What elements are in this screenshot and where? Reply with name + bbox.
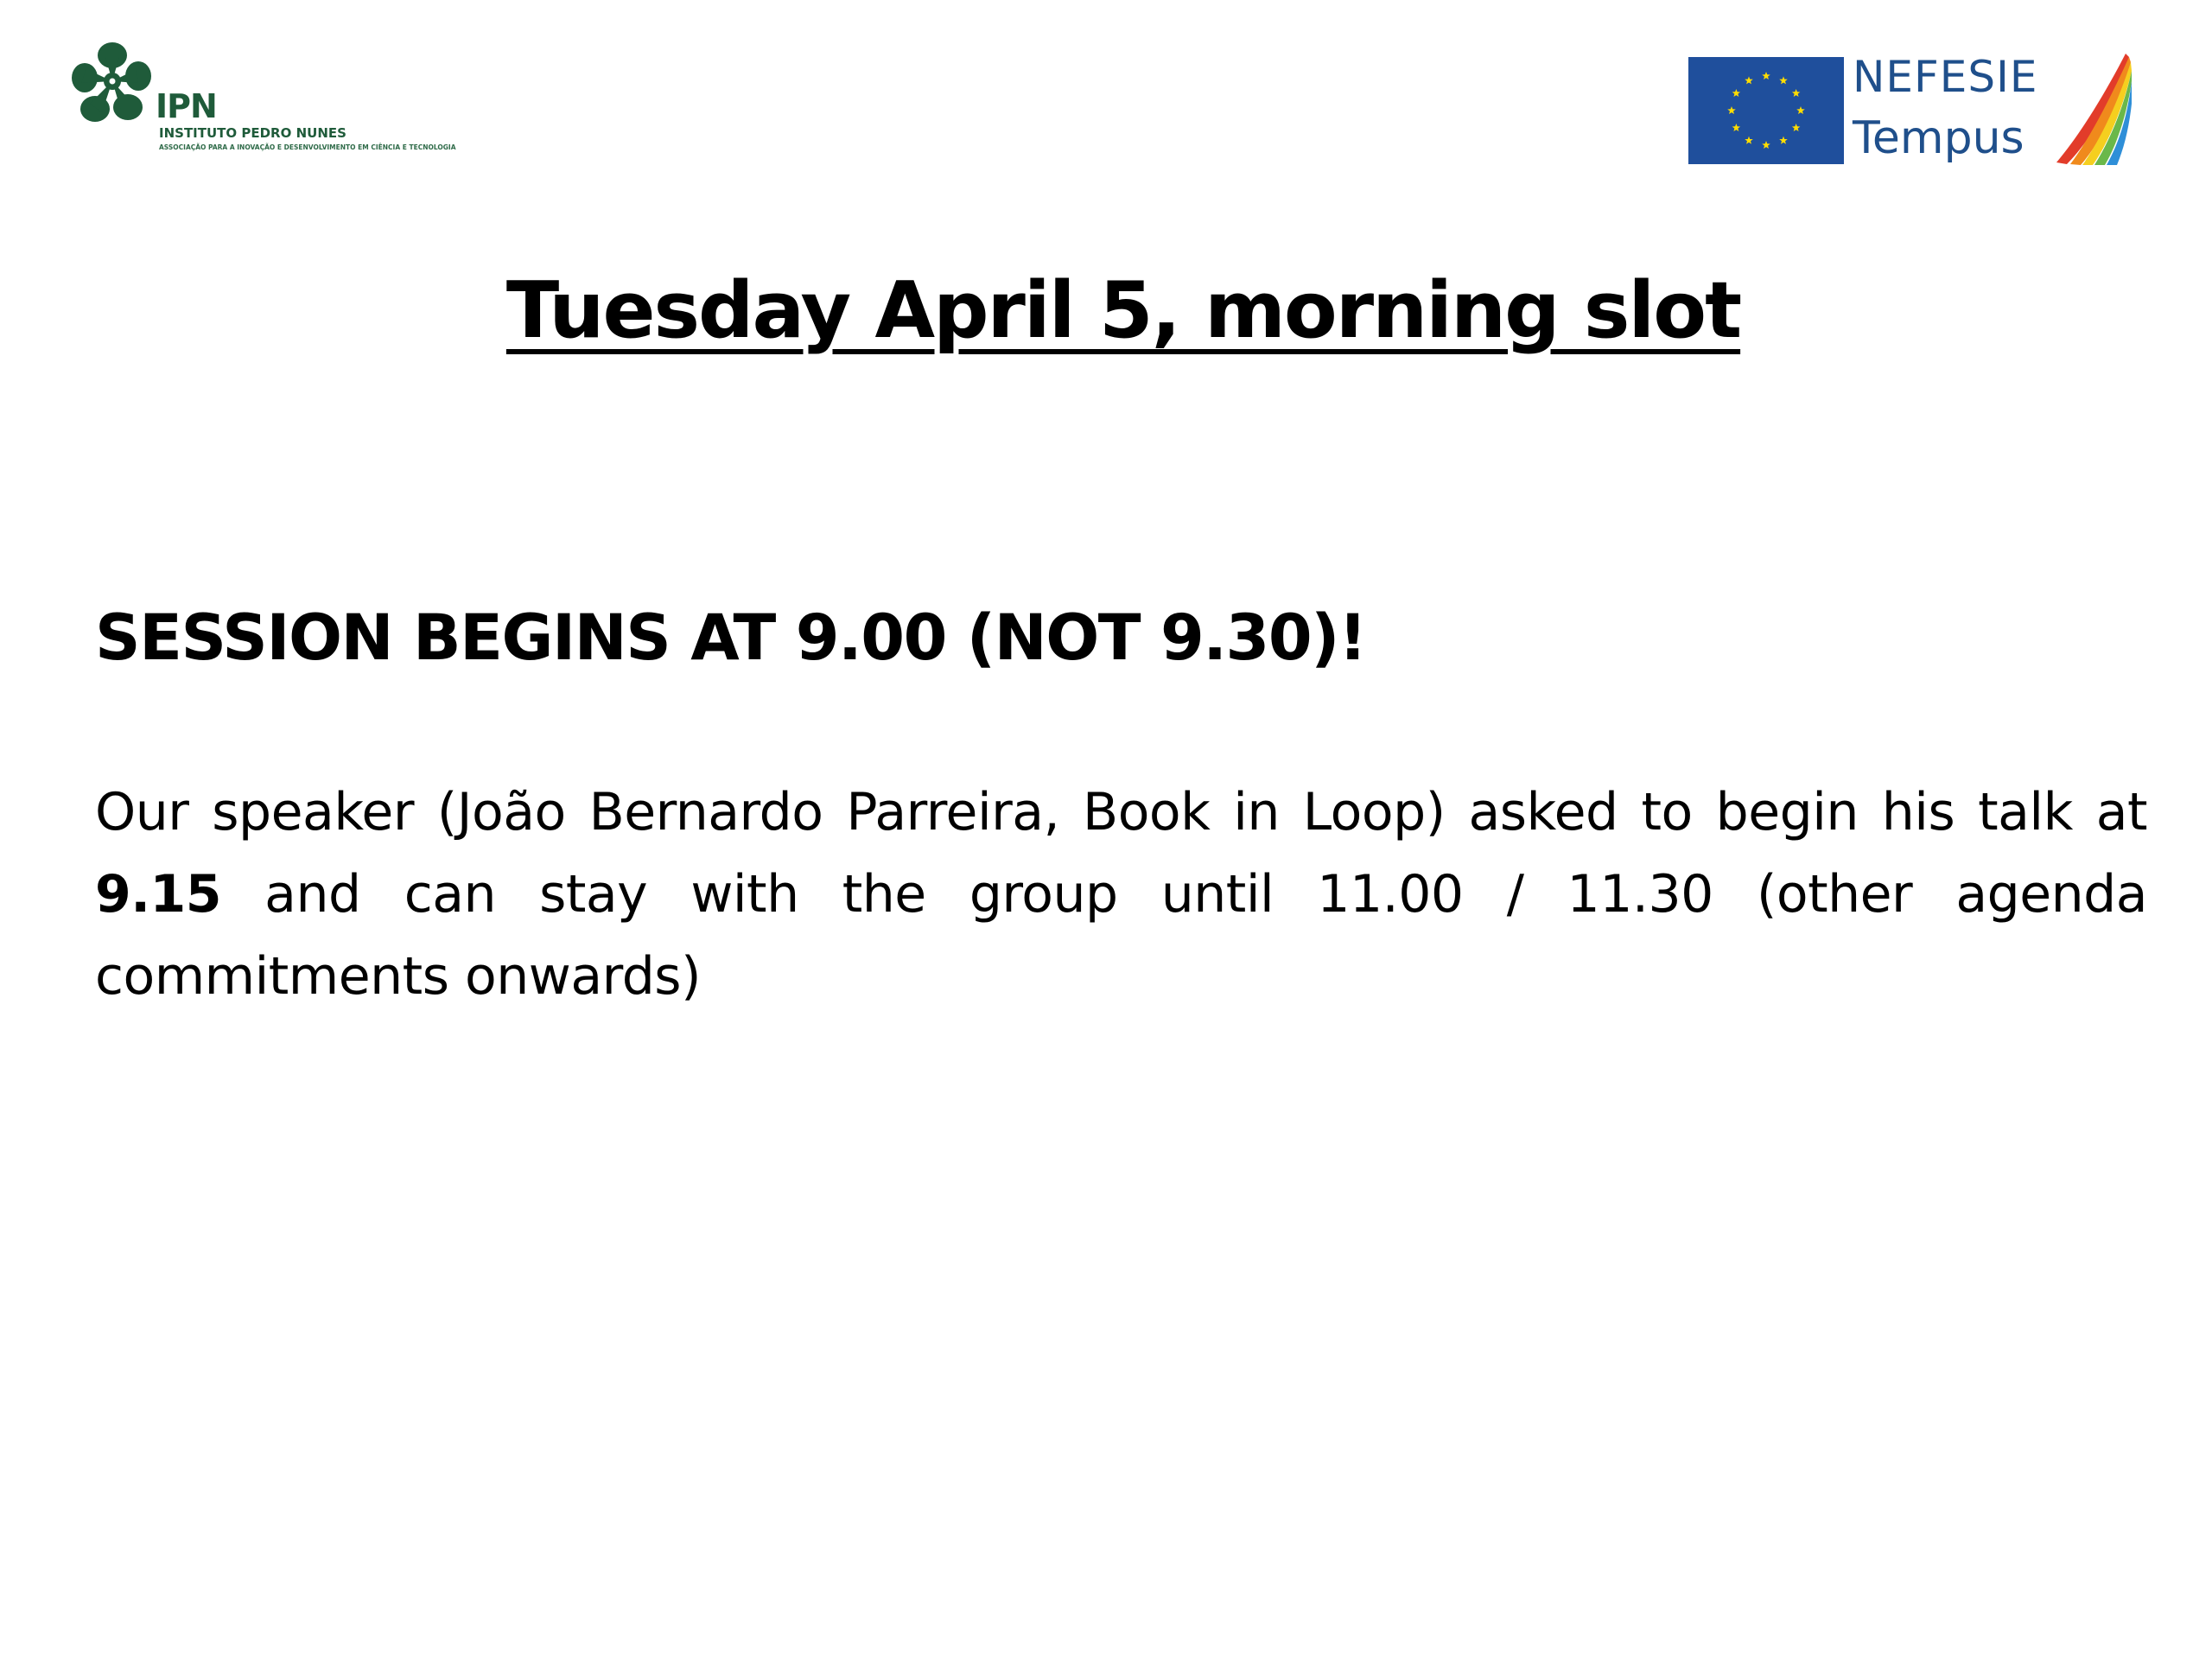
ipn-logo-name: IPN [156, 87, 217, 125]
tempus-logo-text: Tempus [1853, 112, 2024, 164]
speaker-paragraph [95, 772, 2147, 1018]
session-notice: SESSION BEGINS AT 9.00 (NOT 9.30)! [95, 601, 1366, 675]
tempus-swoosh-icon [2055, 52, 2133, 168]
speaker-paragraph-part2: and can stay with the group until 11.00 / 11.30 (other agenda commitments onwards) [95, 864, 2147, 1007]
speaker-paragraph-part1: Our speaker (João Bernardo Parreira, Book in Loop) asked to begin his talk at [95, 782, 2147, 842]
ipn-logo [69, 38, 518, 168]
ipn-logo-full-name: INSTITUTO PEDRO NUNES [159, 125, 346, 141]
slide-title: Tuesday April 5, morning slot [505, 265, 1741, 356]
ipn-flower-icon [69, 38, 156, 124]
nefesie-logo-text: NEFESIE [1853, 52, 2038, 102]
speaker-start-time: 9.15 [95, 864, 222, 925]
eu-flag-icon [1688, 57, 1844, 164]
ipn-logo-tagline: ASSOCIAÇÃO PARA A INOVAÇÃO E DESENVOLVIMENTO EM CIÊNCIA E TECNOLOGIA [159, 143, 456, 151]
nefesie-tempus-logo [1685, 52, 2134, 181]
